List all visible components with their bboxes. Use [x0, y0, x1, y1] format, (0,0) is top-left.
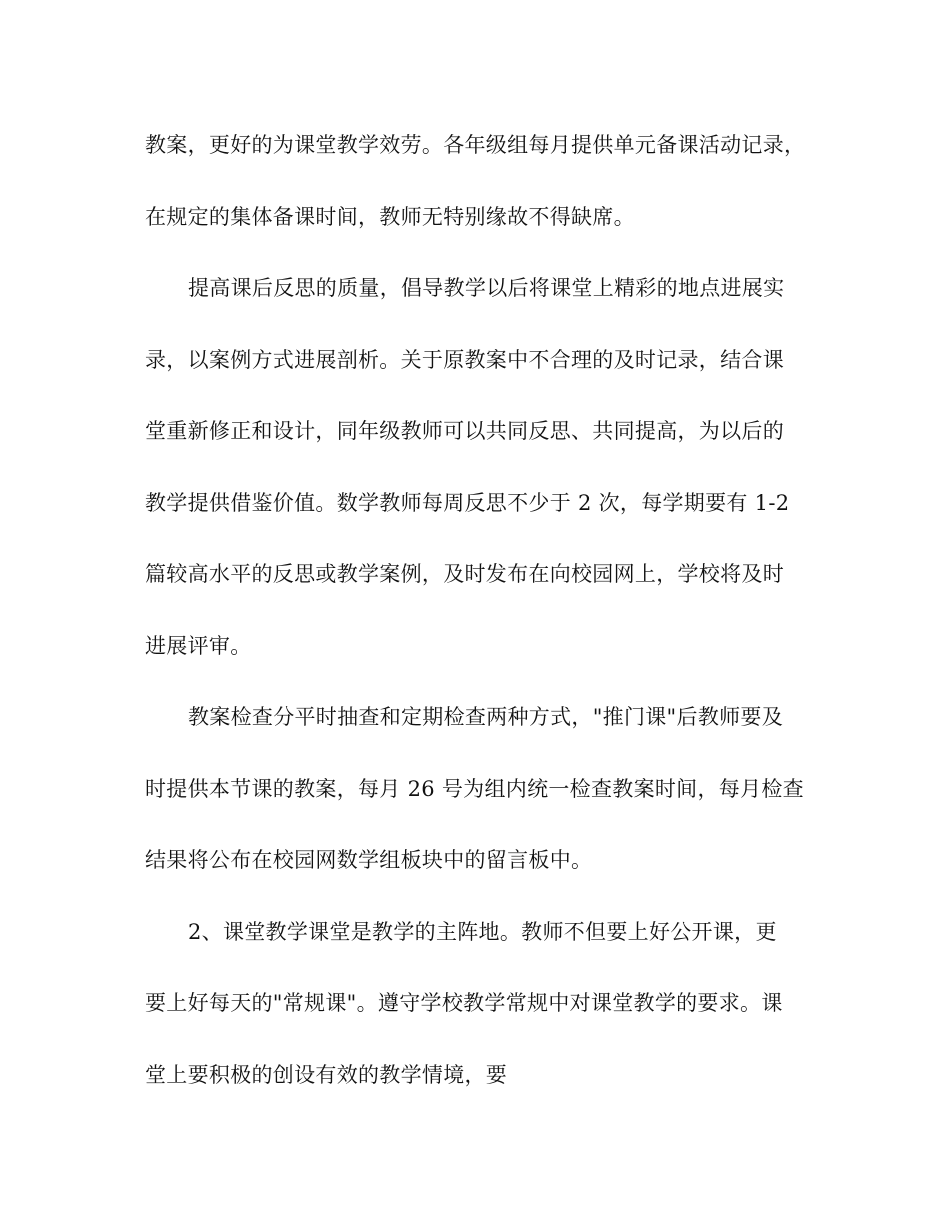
text-line: 教案，更好的为课堂教学效劳。各年级组每月提供单元备课活动记录，: [145, 133, 806, 157]
text-line: 时提供本节课的教案，每月 26 号为组内统一检查教案时间，每月检查: [145, 777, 804, 801]
text-line: 录，以案例方式进展剖析。关于原教案中不合理的及时记录，结合课: [145, 348, 784, 372]
text-line: 在规定的集体备课时间，教师无特别缘故不得缺席。: [145, 205, 635, 229]
text-line: 堂上要积极的创设有效的教学情境，要: [145, 1063, 508, 1087]
text-line: 堂重新修正和设计，同年级教师可以共同反思、共同提高，为以后的: [145, 419, 784, 443]
text-line: 教学提供借鉴价值。数学教师每周反思不少于 2 次，每学期要有 1-2: [145, 491, 790, 515]
text-line: 要上好每天的"常规课"。遵守学校教学常规中对课堂教学的要求。课: [145, 991, 783, 1015]
paragraph-start-line: 2、课堂教学课堂是教学的主阵地。教师不但要上好公开课，更: [188, 920, 777, 944]
paragraph-start-line: 教案检查分平时抽查和定期检查两种方式，"推门课"后教师要及: [188, 705, 784, 729]
text-line: 结果将公布在校园网数学组板块中的留言板中。: [145, 848, 593, 872]
text-line: 篇较高水平的反思或教学案例，及时发布在向校园网上，学校将及时: [145, 562, 784, 586]
text-line: 进展评审。: [145, 634, 252, 658]
paragraph-start-line: 提高课后反思的质量，倡导教学以后将课堂上精彩的地点进展实: [188, 276, 785, 300]
